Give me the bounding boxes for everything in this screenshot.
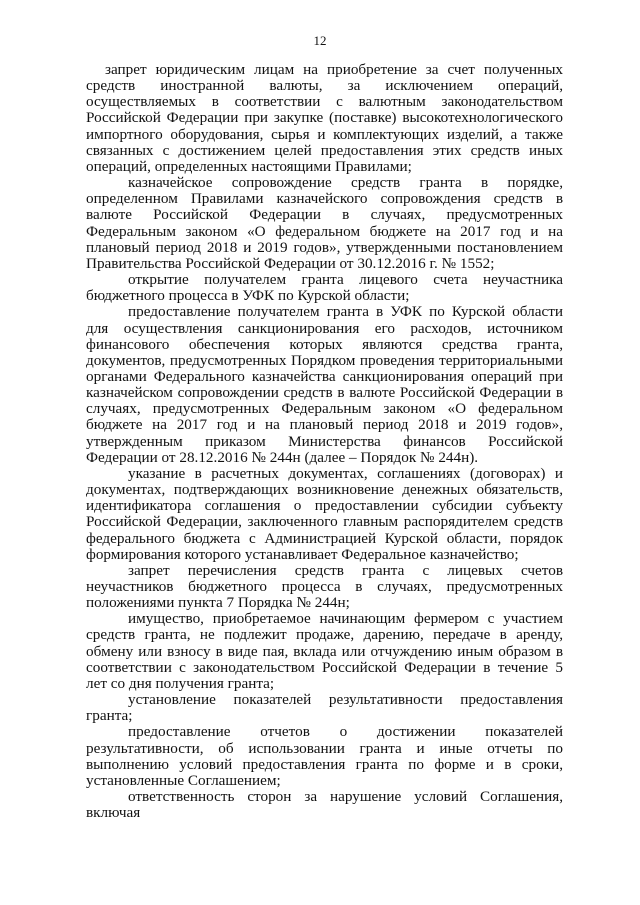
document-body (86, 62, 563, 821)
paragraph-currency-ban: запрет юридическим лицам на приобретение за счет полученных средств иностранной валюты, за исключением операций, осуществляемых в соответствии с валютным законодательством Российской Федерации при закупке (поставке) высокотехнологического импортного оборудования, сырья и комплектующих изделий, а также связанных с достижением целей предоставления этих средств иных операций, определенных настоящими Правилами; (86, 61, 563, 175)
paragraph-identifier-indication: указание в расчетных документах, соглашениях (договорах) и документах, подтверждающих возникновение денежных обязательств, идентификатора соглашения о предоставлении субсидии субъекту Российской Федерации, заключенного главным распорядителем средств федерального бюджета с Администрацией Курской области, порядок формирования которого устанавливает Федеральное казначейство; (86, 464, 563, 563)
paragraph-transfer-ban: запрет перечисления средств гранта с лицевых счетов неучастников бюджетного процесса в случаях, предусмотренных положениями пункта 7 Порядка № 244н; (86, 561, 563, 612)
paragraph-treasury-support: казначейское сопровождение средств гранта в порядке, определенном Правилами казначейского сопровождения средств в валюте Российской Федерации в случаях, предусмотренных Федеральным законом «О федеральном бюджете на 2017 год и на плановый период 2018 и 2019 годов», утвержденными постановлением Правительства Российской Федерации от 30.12.2016 г. № 1552; (86, 174, 563, 272)
paragraph-performance-indicators: установление показателей результативности предоставления гранта; (86, 691, 563, 725)
paragraph-account-opening: открытие получателем гранта лицевого счета неучастника бюджетного процесса в УФК по Курской области; (86, 271, 563, 305)
paragraph-reporting: предоставление отчетов о достижении показателей результативности, об использовании гранта и иные отчеты по выполнению условий предоставления гранта по форме и в сроки, установленные Соглашением; (86, 723, 563, 789)
page-number: 12 (313, 33, 327, 48)
paragraph-responsibility: ответственность сторон за нарушение условий Соглашения, включая (86, 788, 563, 822)
paragraph-property-restriction: имущество, приобретаемое начинающим фермером с участием средств гранта, не подлежит продаже, дарению, передаче в аренду, обмену или взносу в виде пая, вклада или отчуждению иным образом в соответствии с законодательством Российской Федерации в течение 5 лет со дня получения гранта; (86, 610, 563, 692)
paragraph-document-submission: предоставление получателем гранта в УФК по Курской области для осуществления санкционирования его расходов, источником финансового обеспечения которых являются средства гранта, документов, предусмотренных Порядком проведения территориальными органами Федерального казначейства санкционирования операций при казначейском сопровождении средств в валюте Российской Федерации в случаях, предусмотренных Федеральным законом «О федеральном бюджете на 2017 год и на плановый период 2018 и 2019 годов», утвержденным приказом Министерства финансов Российской Федерации от 28.12.2016 № 244н (далее – Порядок № 244н). (86, 303, 563, 466)
